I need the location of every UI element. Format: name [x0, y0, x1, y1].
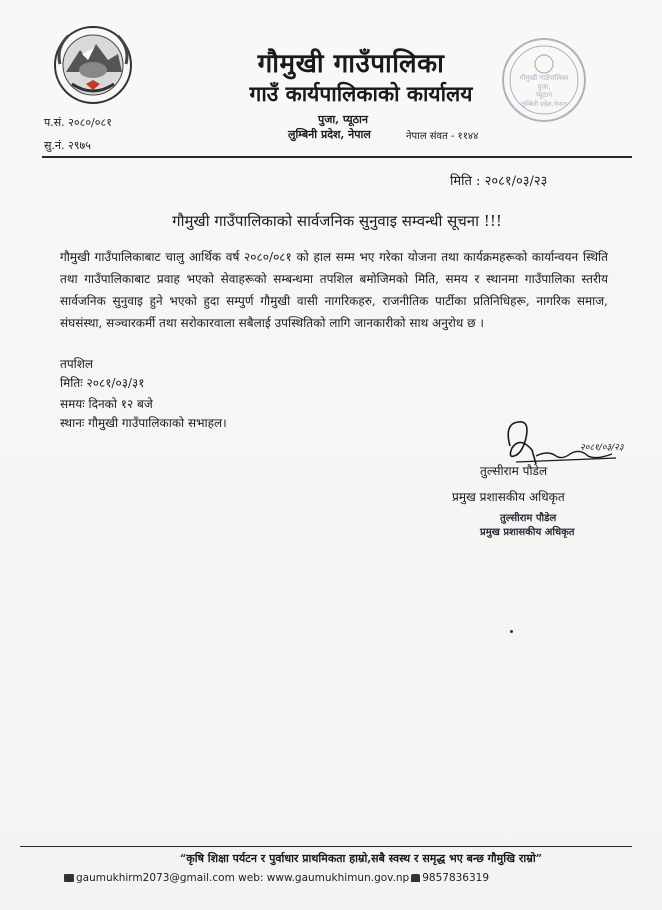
signatory-title: प्रमुख प्रशासकीय अधिकृत: [452, 490, 565, 504]
footer-divider: [20, 846, 632, 847]
notice-title: गौमुखी गाउँपालिकाको सार्वजनिक सुनुवाइ सम्वन्धी सूचना !!!: [172, 212, 502, 230]
stamp-line-2: पुजा,: [537, 83, 551, 91]
event-time: समयः दिनको १२ बजे: [60, 397, 153, 411]
letter-date: मिति : २०८१/०३/२३: [450, 174, 548, 189]
footer-phone: 9857836319: [422, 872, 490, 884]
email-icon: [64, 874, 74, 882]
header-divider: [42, 156, 632, 158]
address-line-2: लुम्बिनी प्रदेश, नेपाल: [288, 128, 371, 141]
stamp-line-1: गौमुखी गाउँपालिका: [519, 74, 569, 82]
footer-email[interactable]: gaumukhirm2073@gmail.com: [76, 872, 235, 884]
notice-body: गौमुखी गाउँपालिकाबाट चालु आर्थिक वर्ष २०८०/०८१ को हाल सम्म भए गरेका योजना तथा कार्यक्रमहरूको कार्यान्वयन स्थिति तथा गाउँपालिकाबाट प्रवाह भएको सेवाहरूको सम्बन्धमा तपशिल बमोजिमको मिति, समय र स्थानमा गाउँपालिका स्तरीय सार्वजनिक सुनुवाइ हुने भएको हुदा सम्पुर्ण गौमुखी वासी नागरिकहरु, राजनीतिक पार्टीका प्रतिनिधिहरू, नागरिक समाज, संघसंस्था, सञ्चारकर्मी तथा सरोकारवाला सबैलाई उपस्थितिको लागि जानकारीको साथ अनुरोध छ ।: [60, 250, 608, 330]
details-heading: तपशिल: [60, 357, 94, 371]
stamp-line-3: प्यूठान: [536, 91, 552, 99]
scan-speck: [510, 630, 513, 633]
signature-date: २०८१/०३/२३: [580, 443, 624, 453]
stamp-signatory-name: तुल्सीराम पौडेल: [500, 513, 557, 524]
office-name: गाउँ कार्यपालिकाको कार्यालय: [249, 81, 473, 106]
footer-motto: “कृषि शिक्षा पर्यटन र पुर्वाधार प्राथमिकता हाम्रो,सबै स्वस्थ र समृद्ध भए बन्छ गौमुखि राम्रो”: [179, 852, 543, 865]
footer-contact: [64, 872, 489, 884]
footer-website[interactable]: www.gaumukhimun.gov.np: [266, 872, 410, 884]
nepal-era-date: नेपाल संवत - ११४४: [406, 131, 479, 142]
stamp-line-4: लुम्बिनी प्रदेश,नेपाल: [520, 100, 568, 108]
dispatch-number: सु.नं. २९७५: [44, 139, 91, 152]
address-line-1: पुजा, प्यूठान: [318, 113, 368, 126]
footer-web-label: web:: [238, 872, 264, 884]
event-place: स्थानः गौमुखी गाउँपालिकाको सभाहल।: [60, 416, 227, 430]
phone-icon: [411, 874, 420, 882]
municipality-name: गौमुखी गाउँपालिका: [257, 49, 445, 79]
stamp-signatory-title: प्रमुख प्रशासकीय अधिकृत: [480, 527, 575, 538]
letter-reference-number: प.सं. २०८०/०८१: [44, 116, 112, 129]
signatory-name: तुल्सीराम पौडेल: [480, 464, 548, 478]
event-date: मितिः २०८१/०३/३१: [60, 376, 145, 390]
